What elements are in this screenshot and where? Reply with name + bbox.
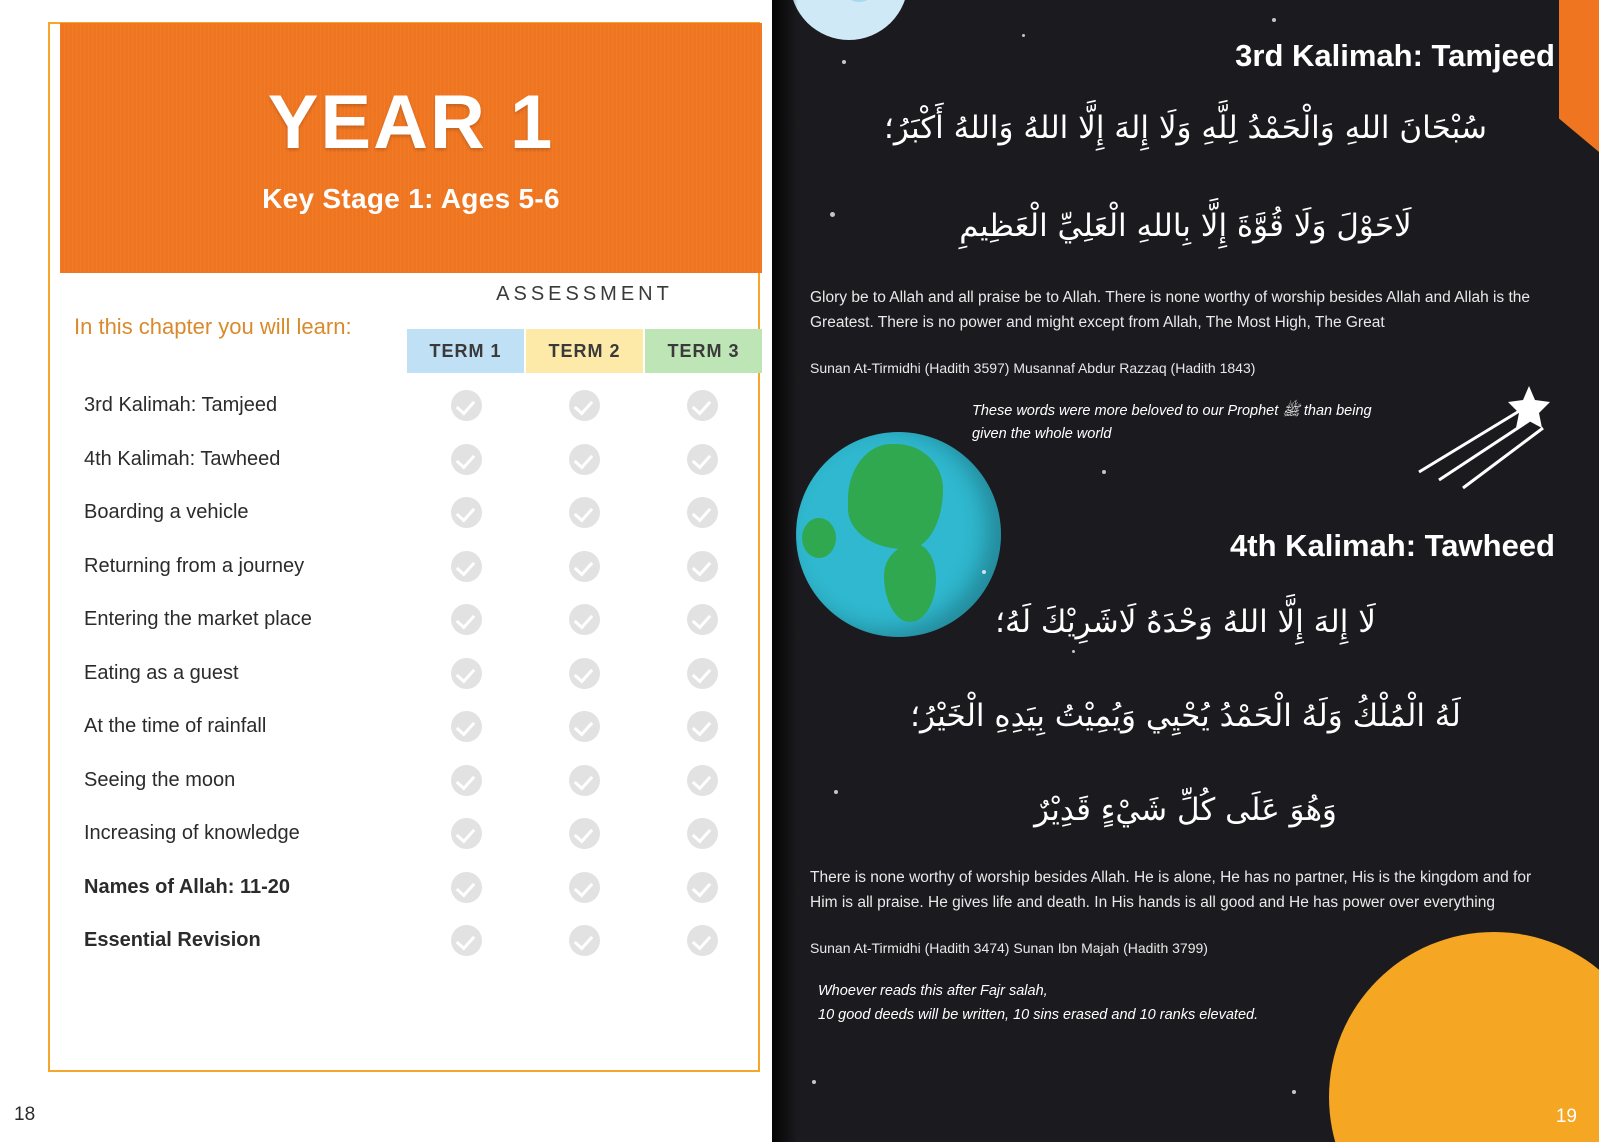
term-3-check[interactable] — [644, 872, 762, 903]
page-number-left: 18 — [14, 1104, 36, 1125]
check-icon — [687, 818, 718, 849]
topic-label: Names of Allah: 11-20 — [84, 875, 291, 898]
term-3-check[interactable] — [644, 551, 762, 582]
term-2-check[interactable] — [525, 765, 643, 796]
term-3-check[interactable] — [644, 818, 762, 849]
check-icon — [451, 925, 482, 956]
chapter-overview-card — [48, 22, 760, 1072]
check-icon — [687, 711, 718, 742]
term-3-header: TERM 3 — [645, 329, 762, 373]
check-icon — [569, 444, 600, 475]
assessment-checks — [407, 807, 762, 861]
check-icon — [569, 551, 600, 582]
term-3-check[interactable] — [644, 765, 762, 796]
check-icon — [451, 658, 482, 689]
arabic-text-tawheed-line2: لَهُ الْمُلْكُ وَلَهُ الْحَمْدُ يُحْيِي وَيُمِيْتُ بِيَدِهِ الْخَيْرُ؛ — [910, 698, 1461, 734]
term-1-header: TERM 1 — [407, 329, 526, 373]
topic-label: At the time of rainfall — [84, 715, 267, 738]
assessment-checks — [407, 914, 762, 968]
term-2-check[interactable] — [525, 711, 643, 742]
term-1-check[interactable] — [407, 497, 525, 528]
topic-label: Essential Revision — [84, 929, 261, 952]
check-icon — [687, 925, 718, 956]
term-1-check[interactable] — [407, 711, 525, 742]
check-icon — [451, 390, 482, 421]
term-1-check[interactable] — [407, 925, 525, 956]
assessment-checks — [407, 433, 762, 487]
term-1-check[interactable] — [407, 765, 525, 796]
check-icon — [687, 872, 718, 903]
check-icon — [687, 551, 718, 582]
check-icon — [687, 390, 718, 421]
table-row — [50, 540, 762, 594]
check-icon — [687, 497, 718, 528]
check-icon — [687, 658, 718, 689]
term-3-check[interactable] — [644, 711, 762, 742]
term-2-check[interactable] — [525, 604, 643, 635]
term-1-check[interactable] — [407, 444, 525, 475]
table-row — [50, 647, 762, 701]
virtue-note-tawheed-line1: Whoever reads this after Fajr salah, — [818, 983, 1048, 999]
term-header-row — [407, 329, 762, 373]
topic-label: Entering the market place — [84, 608, 312, 631]
assessment-checks — [407, 486, 762, 540]
assessment-checks — [407, 540, 762, 594]
check-icon — [451, 711, 482, 742]
check-icon — [569, 497, 600, 528]
table-row — [50, 433, 762, 487]
check-icon — [687, 444, 718, 475]
table-row — [50, 486, 762, 540]
check-icon — [569, 818, 600, 849]
term-3-check[interactable] — [644, 497, 762, 528]
check-icon — [451, 604, 482, 635]
arabic-text-tawheed-line3: وَهُوَ عَلَى كُلِّ شَيْءٍ قَدِيْرٌ — [1034, 792, 1337, 828]
page-gutter-shadow — [772, 0, 798, 1142]
term-1-check[interactable] — [407, 390, 525, 421]
check-icon — [451, 818, 482, 849]
translation-tamjeed: Glory be to Allah and all praise be to Allah. There is none worthy of worship besides Allah and Allah is the Greatest. There is no power and might except from Allah, The Most High, The Great — [810, 289, 1531, 331]
topic-label: 4th Kalimah: Tawheed — [84, 447, 281, 470]
check-icon — [451, 765, 482, 796]
reference-tamjeed: Sunan At-Tirmidhi (Hadith 3597) Musannaf Abdur Razzaq (Hadith 1843) — [810, 360, 1256, 376]
assessment-checks — [407, 647, 762, 701]
term-2-check[interactable] — [525, 872, 643, 903]
key-stage-subtitle: Key Stage 1: Ages 5-6 — [262, 183, 560, 214]
translation-tawheed: There is none worthy of worship besides Allah. He is alone, He has no partner, His is the kingdom and for Him is all praise. He gives life and death. In His hands is all good and He has power over everything — [810, 869, 1532, 911]
check-icon — [451, 444, 482, 475]
assessment-header: ASSESSMENT — [496, 283, 673, 305]
check-icon — [569, 711, 600, 742]
term-3-check[interactable] — [644, 390, 762, 421]
topic-label: Increasing of knowledge — [84, 822, 300, 845]
check-icon — [569, 765, 600, 796]
table-row — [50, 754, 762, 808]
right-page — [772, 0, 1599, 1142]
assessment-checks — [407, 861, 762, 915]
term-3-check[interactable] — [644, 444, 762, 475]
term-1-check[interactable] — [407, 658, 525, 689]
term-3-check[interactable] — [644, 604, 762, 635]
table-row — [50, 914, 762, 968]
table-row — [50, 379, 762, 433]
arabic-text-tamjeed-line1: سُبْحَانَ اللهِ وَالْحَمْدُ لِلَّهِ وَلَا إِلهَ إِلَّا اللهُ وَاللهُ أَكْبَرُ؛ — [884, 110, 1487, 146]
term-3-check[interactable] — [644, 658, 762, 689]
right-page-content — [772, 0, 1599, 1142]
term-2-check[interactable] — [525, 497, 643, 528]
check-icon — [451, 872, 482, 903]
table-row — [50, 593, 762, 647]
check-icon — [569, 872, 600, 903]
term-2-check[interactable] — [525, 551, 643, 582]
section-title-tamjeed: 3rd Kalimah: Tamjeed — [1235, 38, 1555, 73]
term-2-check[interactable] — [525, 925, 643, 956]
page-title: YEAR 1 — [267, 80, 555, 165]
assessment-checks — [407, 754, 762, 808]
table-row — [50, 807, 762, 861]
check-icon — [569, 390, 600, 421]
term-1-check[interactable] — [407, 872, 525, 903]
assessment-checks — [407, 593, 762, 647]
term-2-check[interactable] — [525, 818, 643, 849]
year-banner — [60, 23, 762, 273]
topic-label: Boarding a vehicle — [84, 501, 249, 524]
table-row — [50, 700, 762, 754]
table-row — [50, 861, 762, 915]
check-icon — [687, 604, 718, 635]
term-1-check[interactable] — [407, 818, 525, 849]
term-1-check[interactable] — [407, 604, 525, 635]
topic-label: Returning from a journey — [84, 554, 305, 577]
topic-label: Eating as a guest — [84, 661, 239, 684]
term-3-check[interactable] — [644, 925, 762, 956]
page-number-right: 19 — [1555, 1106, 1577, 1127]
term-2-check[interactable] — [525, 658, 643, 689]
assessment-checks — [407, 700, 762, 754]
check-icon — [451, 551, 482, 582]
term-2-check[interactable] — [525, 444, 643, 475]
virtue-note-tawheed-line2: 10 good deeds will be written, 10 sins erased and 10 ranks elevated. — [818, 1007, 1259, 1023]
reference-tawheed: Sunan At-Tirmidhi (Hadith 3474) Sunan Ibn Majah (Hadith 3799) — [810, 940, 1208, 956]
check-icon — [451, 497, 482, 528]
topic-list — [50, 379, 762, 968]
arabic-text-tamjeed-line2: لَاحَوْلَ وَلَا قُوَّةَ إِلَّا بِاللهِ الْعَلِيِّ الْعَظِيمِ — [959, 208, 1412, 244]
topic-label: Seeing the moon — [84, 768, 236, 791]
section-title-tawheed: 4th Kalimah: Tawheed — [1230, 528, 1555, 563]
term-2-header: TERM 2 — [526, 329, 645, 373]
learning-objectives-label: In this chapter you will learn: — [74, 314, 352, 339]
check-icon — [569, 658, 600, 689]
arabic-text-tawheed-line1: لَا إِلهَ إِلَّا اللهُ وَحْدَهُ لَاشَرِيْكَ لَهُ؛ — [995, 604, 1376, 640]
assessment-checks — [407, 379, 762, 433]
check-icon — [569, 604, 600, 635]
virtue-note-tamjeed: These words were more beloved to our Prophet ﷺ than being given the whole world — [972, 403, 1372, 443]
term-2-check[interactable] — [525, 390, 643, 421]
check-icon — [569, 925, 600, 956]
left-page — [0, 0, 772, 1142]
year-tab-label — [1563, 0, 1580, 16]
term-1-check[interactable] — [407, 551, 525, 582]
topic-label: 3rd Kalimah: Tamjeed — [84, 394, 278, 417]
check-icon — [687, 765, 718, 796]
